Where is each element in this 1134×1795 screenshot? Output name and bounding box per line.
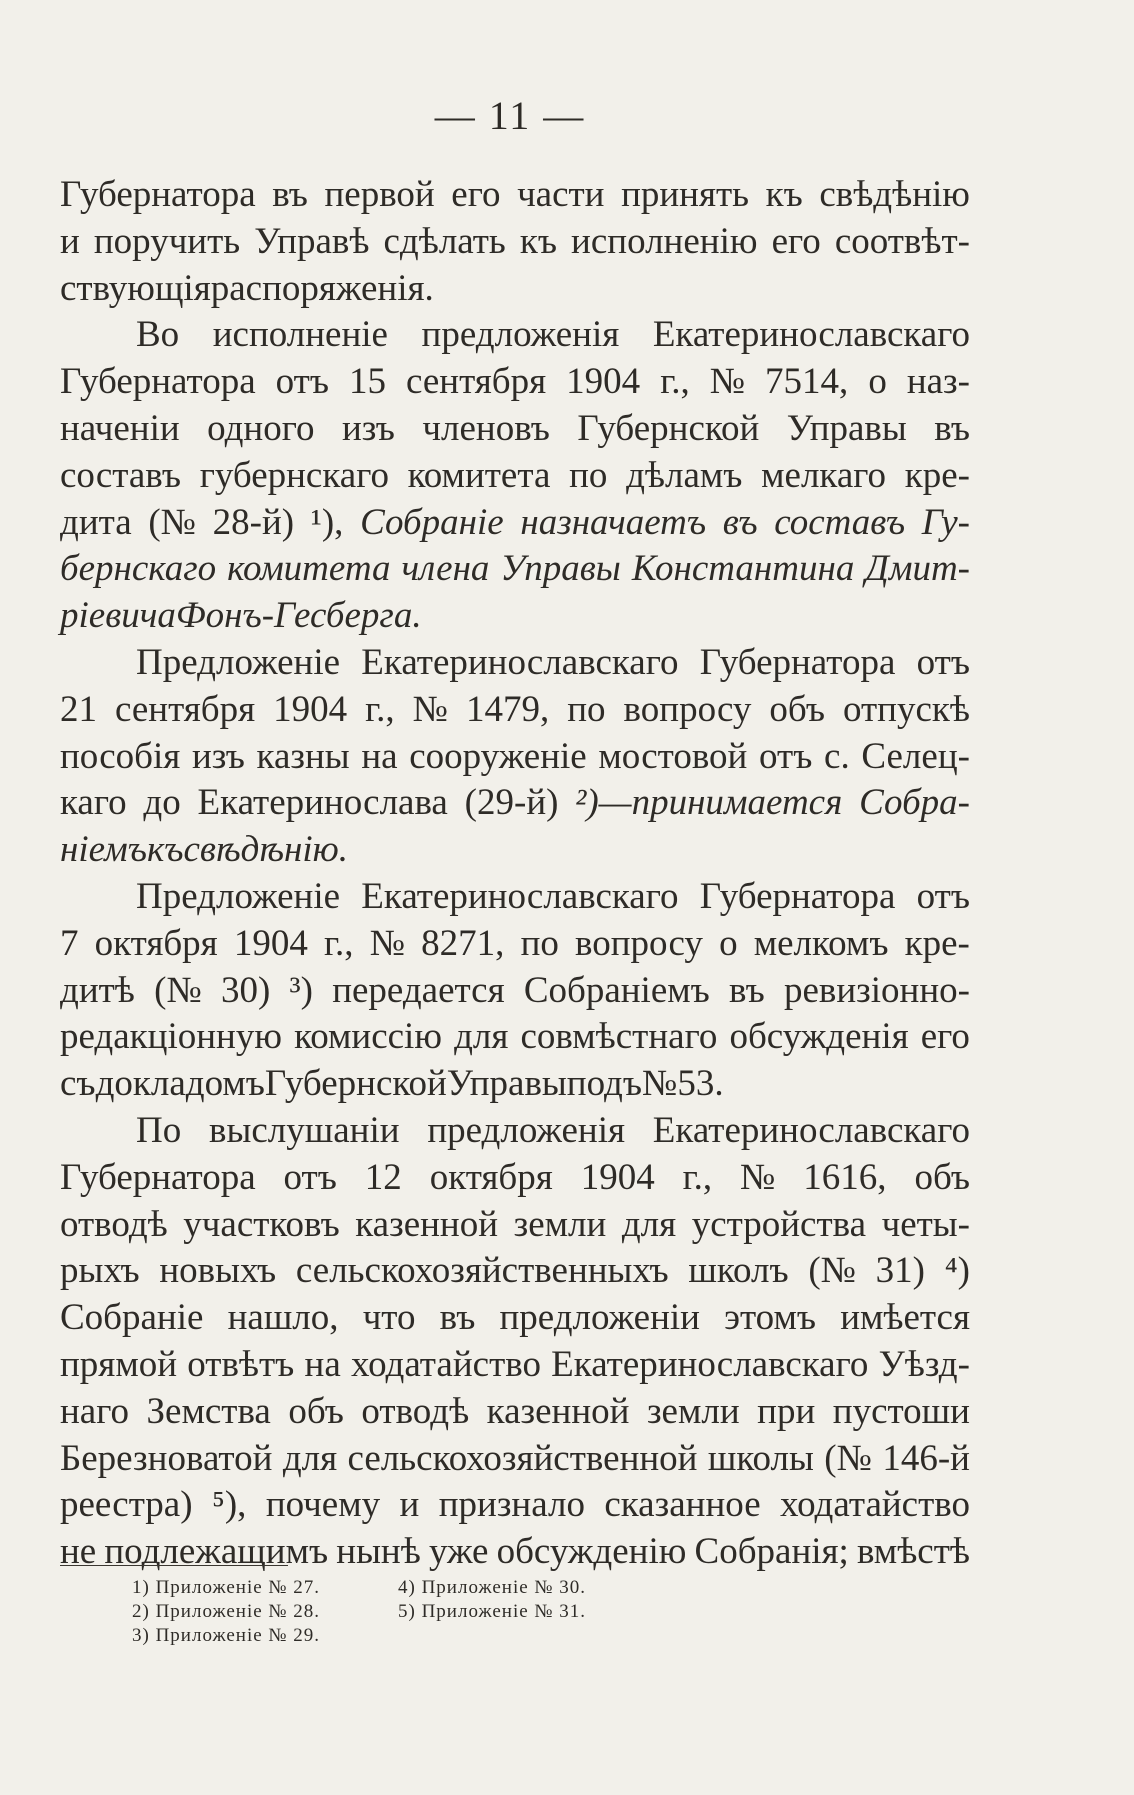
word: составъ xyxy=(774,501,906,543)
word: (№ xyxy=(148,501,196,543)
word: 28-й) xyxy=(212,501,295,543)
word: Управы xyxy=(786,407,907,449)
word: для xyxy=(282,1437,338,1479)
word: для xyxy=(454,1016,509,1058)
word: къ xyxy=(765,174,803,215)
word: отводѣ xyxy=(60,1203,168,1245)
text-line xyxy=(60,1529,970,1576)
word: части xyxy=(517,174,605,215)
text-line xyxy=(60,359,970,406)
word: ходатайство xyxy=(780,1484,970,1526)
text-line xyxy=(60,780,970,827)
word: комитета xyxy=(227,548,391,590)
word: (№ xyxy=(154,969,202,1011)
text-line xyxy=(60,640,970,687)
word: реестра) xyxy=(60,1484,193,1526)
word: почему xyxy=(265,1484,381,1526)
word: 1904 xyxy=(233,922,308,964)
body-text xyxy=(60,172,970,1576)
word: Березноватой xyxy=(60,1437,273,1479)
word: сельскохозяйственной xyxy=(347,1437,698,1479)
word: Во xyxy=(136,314,180,356)
word: 1904 xyxy=(580,1156,655,1198)
word: комиссію xyxy=(294,1016,442,1058)
word: къ xyxy=(146,829,184,871)
word: члена xyxy=(401,548,490,590)
word: сдѣлать xyxy=(383,220,506,262)
word: 30) xyxy=(220,969,271,1011)
word: дитѣ xyxy=(60,969,135,1011)
text-line xyxy=(60,453,970,500)
word: изъ xyxy=(341,407,395,449)
word: Собраніе xyxy=(60,1297,204,1339)
word: отъ xyxy=(759,735,813,777)
word: Управы xyxy=(446,1063,567,1105)
text-line xyxy=(60,312,970,359)
word: что xyxy=(362,1297,416,1339)
text-line xyxy=(60,921,970,968)
word: По xyxy=(136,1109,182,1151)
word: 1904 xyxy=(566,361,641,403)
word: одного xyxy=(207,407,315,449)
word: Гу- xyxy=(921,501,970,543)
word: новыхъ xyxy=(159,1250,277,1292)
word: вопросу xyxy=(623,688,752,730)
word: по xyxy=(520,922,559,964)
word: г., xyxy=(324,922,354,964)
word: 1616, xyxy=(803,1156,887,1198)
word: предложенія xyxy=(427,1109,626,1151)
word: казенной xyxy=(486,1390,630,1432)
word: въ xyxy=(934,407,970,449)
word: наченіи xyxy=(60,407,180,449)
word: ходатайство xyxy=(350,1343,541,1385)
word: отъ xyxy=(275,361,329,403)
word: на xyxy=(304,1343,341,1385)
word: (№ xyxy=(808,1250,856,1292)
word: сентября xyxy=(115,688,256,730)
footnote: 4) Приложеніе № 30. xyxy=(398,1577,587,1598)
word: мостовой xyxy=(598,735,748,777)
word: редакціонную xyxy=(60,1016,282,1058)
word: комитета xyxy=(407,454,551,496)
word: рыхъ xyxy=(60,1250,140,1292)
word: отвѣтъ xyxy=(187,1343,295,1385)
word: пособія xyxy=(60,735,181,777)
word: передается xyxy=(332,969,505,1011)
word: участковъ xyxy=(183,1203,340,1245)
word: отводѣ xyxy=(361,1390,470,1432)
text-line xyxy=(60,1436,970,1483)
word: Губернской xyxy=(577,407,760,449)
text-line xyxy=(60,1061,970,1108)
word: № xyxy=(369,922,405,964)
text-line xyxy=(60,1389,970,1436)
footnotes xyxy=(132,1576,664,1648)
word: первой xyxy=(324,174,435,215)
word: Собраніемъ xyxy=(523,969,710,1011)
word: устройства xyxy=(691,1203,867,1245)
text-line xyxy=(60,593,970,640)
word: въ xyxy=(722,501,758,543)
word: земли xyxy=(513,1203,607,1245)
word: ствующія xyxy=(60,267,211,309)
word: (№ xyxy=(824,1437,872,1479)
word: на xyxy=(361,735,398,777)
text-line xyxy=(60,500,970,547)
word: обсужденія xyxy=(729,1016,909,1058)
word: вопросу xyxy=(575,922,703,964)
word: наз- xyxy=(906,361,970,403)
word: Управы xyxy=(500,548,621,590)
word: его xyxy=(451,174,501,215)
word: предложеніи xyxy=(499,1297,700,1339)
footnote-row xyxy=(132,1624,664,1648)
word: Губернатора xyxy=(60,174,256,215)
word: школы xyxy=(707,1437,814,1479)
word: кре- xyxy=(904,454,970,496)
word: съ xyxy=(60,1063,96,1105)
word: Управѣ xyxy=(254,220,370,262)
word: 8271, xyxy=(421,922,505,964)
word: свѣдѣнію. xyxy=(183,829,349,871)
word: исполненіе xyxy=(212,314,388,356)
word: докладомъ xyxy=(95,1063,265,1105)
word: не xyxy=(60,1531,97,1573)
word: бернскаго xyxy=(60,548,217,590)
word: Екатеринославскаго xyxy=(361,641,679,683)
word: № xyxy=(642,1063,678,1105)
word: этомъ xyxy=(724,1297,817,1339)
text-line xyxy=(60,1108,970,1155)
word: въ xyxy=(439,1297,476,1339)
word: 12 xyxy=(364,1156,402,1198)
word: № xyxy=(412,688,448,730)
word: Губернатора xyxy=(699,641,896,683)
word: отъ xyxy=(283,1156,337,1198)
word: объ xyxy=(914,1156,970,1198)
text-line xyxy=(60,546,970,593)
word: въ xyxy=(272,174,308,215)
word: ⁵), xyxy=(211,1484,247,1526)
text-line xyxy=(60,406,970,453)
word: г., xyxy=(365,688,395,730)
word: № xyxy=(709,361,746,403)
word: 21 xyxy=(60,688,97,730)
footnote: 5) Приложеніе № 31. xyxy=(398,1601,587,1622)
word: ¹), xyxy=(310,501,344,543)
word: дита xyxy=(60,501,132,543)
word: при xyxy=(757,1390,816,1432)
text-line xyxy=(60,172,970,219)
word: по xyxy=(569,454,608,496)
word: Константина xyxy=(631,548,855,590)
word: и xyxy=(399,1484,420,1526)
word: отъ xyxy=(916,875,970,917)
text-line xyxy=(60,1155,970,1202)
word: казенной xyxy=(355,1203,499,1245)
text-line xyxy=(60,734,970,781)
word: 7 xyxy=(60,922,79,964)
word: подъ xyxy=(566,1063,642,1105)
text-line xyxy=(60,827,970,874)
word: ніемъ xyxy=(60,829,147,871)
word: Екатеринослава xyxy=(197,782,448,824)
word: отпускѣ xyxy=(842,688,970,730)
word: къ xyxy=(519,220,557,262)
word: казны xyxy=(256,735,350,777)
word: мелкомъ xyxy=(753,922,889,964)
word: ревизіонно- xyxy=(783,969,970,1011)
word: Екатеринославскаго xyxy=(551,1343,869,1385)
word: Предложеніе xyxy=(136,641,341,683)
word: ріевича xyxy=(60,595,176,637)
word: Екатеринославскаго xyxy=(361,875,679,917)
word: губернскаго xyxy=(199,454,389,496)
word: вмѣстѣ xyxy=(856,1531,970,1573)
text-line xyxy=(60,687,970,734)
word: Предложеніе xyxy=(136,875,341,917)
footnote: 1) Приложеніе № 27. xyxy=(132,1577,321,1598)
word: о xyxy=(868,361,887,403)
word: земли xyxy=(646,1390,740,1432)
word: каго xyxy=(60,782,127,824)
word: дѣламъ xyxy=(626,454,743,496)
word: школъ xyxy=(688,1250,789,1292)
text-line xyxy=(60,968,970,1015)
word: сказанное xyxy=(604,1484,761,1526)
word: Екатеринославскаго xyxy=(652,314,970,356)
text-line xyxy=(60,1014,970,1061)
word: объ xyxy=(288,1390,344,1432)
word: 53. xyxy=(677,1063,724,1105)
word: г., xyxy=(660,361,690,403)
text-line xyxy=(60,1482,970,1529)
word: Губернской xyxy=(264,1063,447,1105)
word: признало xyxy=(438,1484,585,1526)
word: распоряженія. xyxy=(210,267,434,309)
text-line xyxy=(60,266,970,313)
word: составъ xyxy=(60,454,181,496)
word: 1479, xyxy=(465,688,550,730)
word: с. xyxy=(824,735,850,777)
word: 7514, xyxy=(765,361,849,403)
word: членовъ xyxy=(422,407,550,449)
word: Фонъ-Гесберга. xyxy=(175,595,422,637)
footnote-divider xyxy=(60,1565,288,1566)
word: нашло, xyxy=(227,1297,339,1339)
word: сентября xyxy=(406,361,547,403)
word: имѣется xyxy=(840,1297,970,1339)
word: по xyxy=(567,688,606,730)
footnote-row xyxy=(132,1576,664,1600)
word: ⁴) xyxy=(944,1250,970,1292)
word: поручить xyxy=(93,220,241,262)
word: Уѣзд- xyxy=(878,1343,970,1385)
word: свѣдѣнію xyxy=(819,174,970,215)
word: (29-й) xyxy=(464,782,559,824)
word: обсужденію xyxy=(496,1531,687,1573)
word: ²)—принимается xyxy=(575,782,843,824)
word: соотвѣт- xyxy=(834,220,970,262)
word: для xyxy=(621,1203,677,1245)
word: четы- xyxy=(881,1203,970,1245)
word: прямой xyxy=(60,1343,178,1385)
word: принять xyxy=(621,174,750,215)
word: о xyxy=(719,922,738,964)
word: 146-й xyxy=(882,1437,970,1479)
word: отъ xyxy=(916,641,970,683)
word: изъ xyxy=(191,735,245,777)
word: Губернатора xyxy=(699,875,896,917)
word: 1904 xyxy=(273,688,348,730)
text-line xyxy=(60,1202,970,1249)
word: его xyxy=(771,220,821,262)
word: октября xyxy=(429,1156,553,1198)
word: Дмит- xyxy=(865,548,970,590)
word: Собранія; xyxy=(694,1531,849,1573)
word: Екатеринославскаго xyxy=(652,1109,970,1151)
word: совмѣстнаго xyxy=(520,1016,718,1058)
word: октября xyxy=(94,922,218,964)
word: выслушаніи xyxy=(209,1109,400,1151)
word: 31) xyxy=(875,1250,925,1292)
word: пустоши xyxy=(832,1390,970,1432)
word: и xyxy=(60,220,80,262)
word: ³) xyxy=(289,969,313,1011)
word: назначаетъ xyxy=(520,501,707,543)
word: его xyxy=(920,1016,970,1058)
word: Губернатора xyxy=(60,1156,256,1198)
word: уже xyxy=(428,1531,489,1573)
text-line xyxy=(60,1295,970,1342)
word: Губернатора xyxy=(60,361,256,403)
footnote-row xyxy=(132,1600,664,1624)
word: наго xyxy=(60,1390,129,1432)
text-line xyxy=(60,1248,970,1295)
word: г., xyxy=(682,1156,713,1198)
word: въ xyxy=(729,969,765,1011)
word: исполненію xyxy=(571,220,758,262)
word: Собраніе xyxy=(360,501,504,543)
word: Селец- xyxy=(861,735,970,777)
footnote: 3) Приложеніе № 29. xyxy=(132,1625,321,1646)
word: нынѣ xyxy=(336,1531,421,1573)
word: объ xyxy=(769,688,825,730)
word: мелкаго xyxy=(761,454,887,496)
word: до xyxy=(143,782,181,824)
word: предложенія xyxy=(421,314,620,356)
footnote: 2) Приложеніе № 28. xyxy=(132,1601,321,1622)
word: кре- xyxy=(904,922,970,964)
word: подлежащимъ xyxy=(104,1531,329,1573)
text-line xyxy=(60,1342,970,1389)
word: № xyxy=(740,1156,776,1198)
word: 15 xyxy=(348,361,386,403)
page-number: — 11 — xyxy=(434,93,586,138)
word: сооруженіе xyxy=(409,735,587,777)
text-line xyxy=(60,219,970,266)
word: сельскохозяйственныхъ xyxy=(295,1250,669,1292)
word: Собра- xyxy=(859,782,970,824)
word: Земства xyxy=(146,1390,271,1432)
text-line xyxy=(60,874,970,921)
